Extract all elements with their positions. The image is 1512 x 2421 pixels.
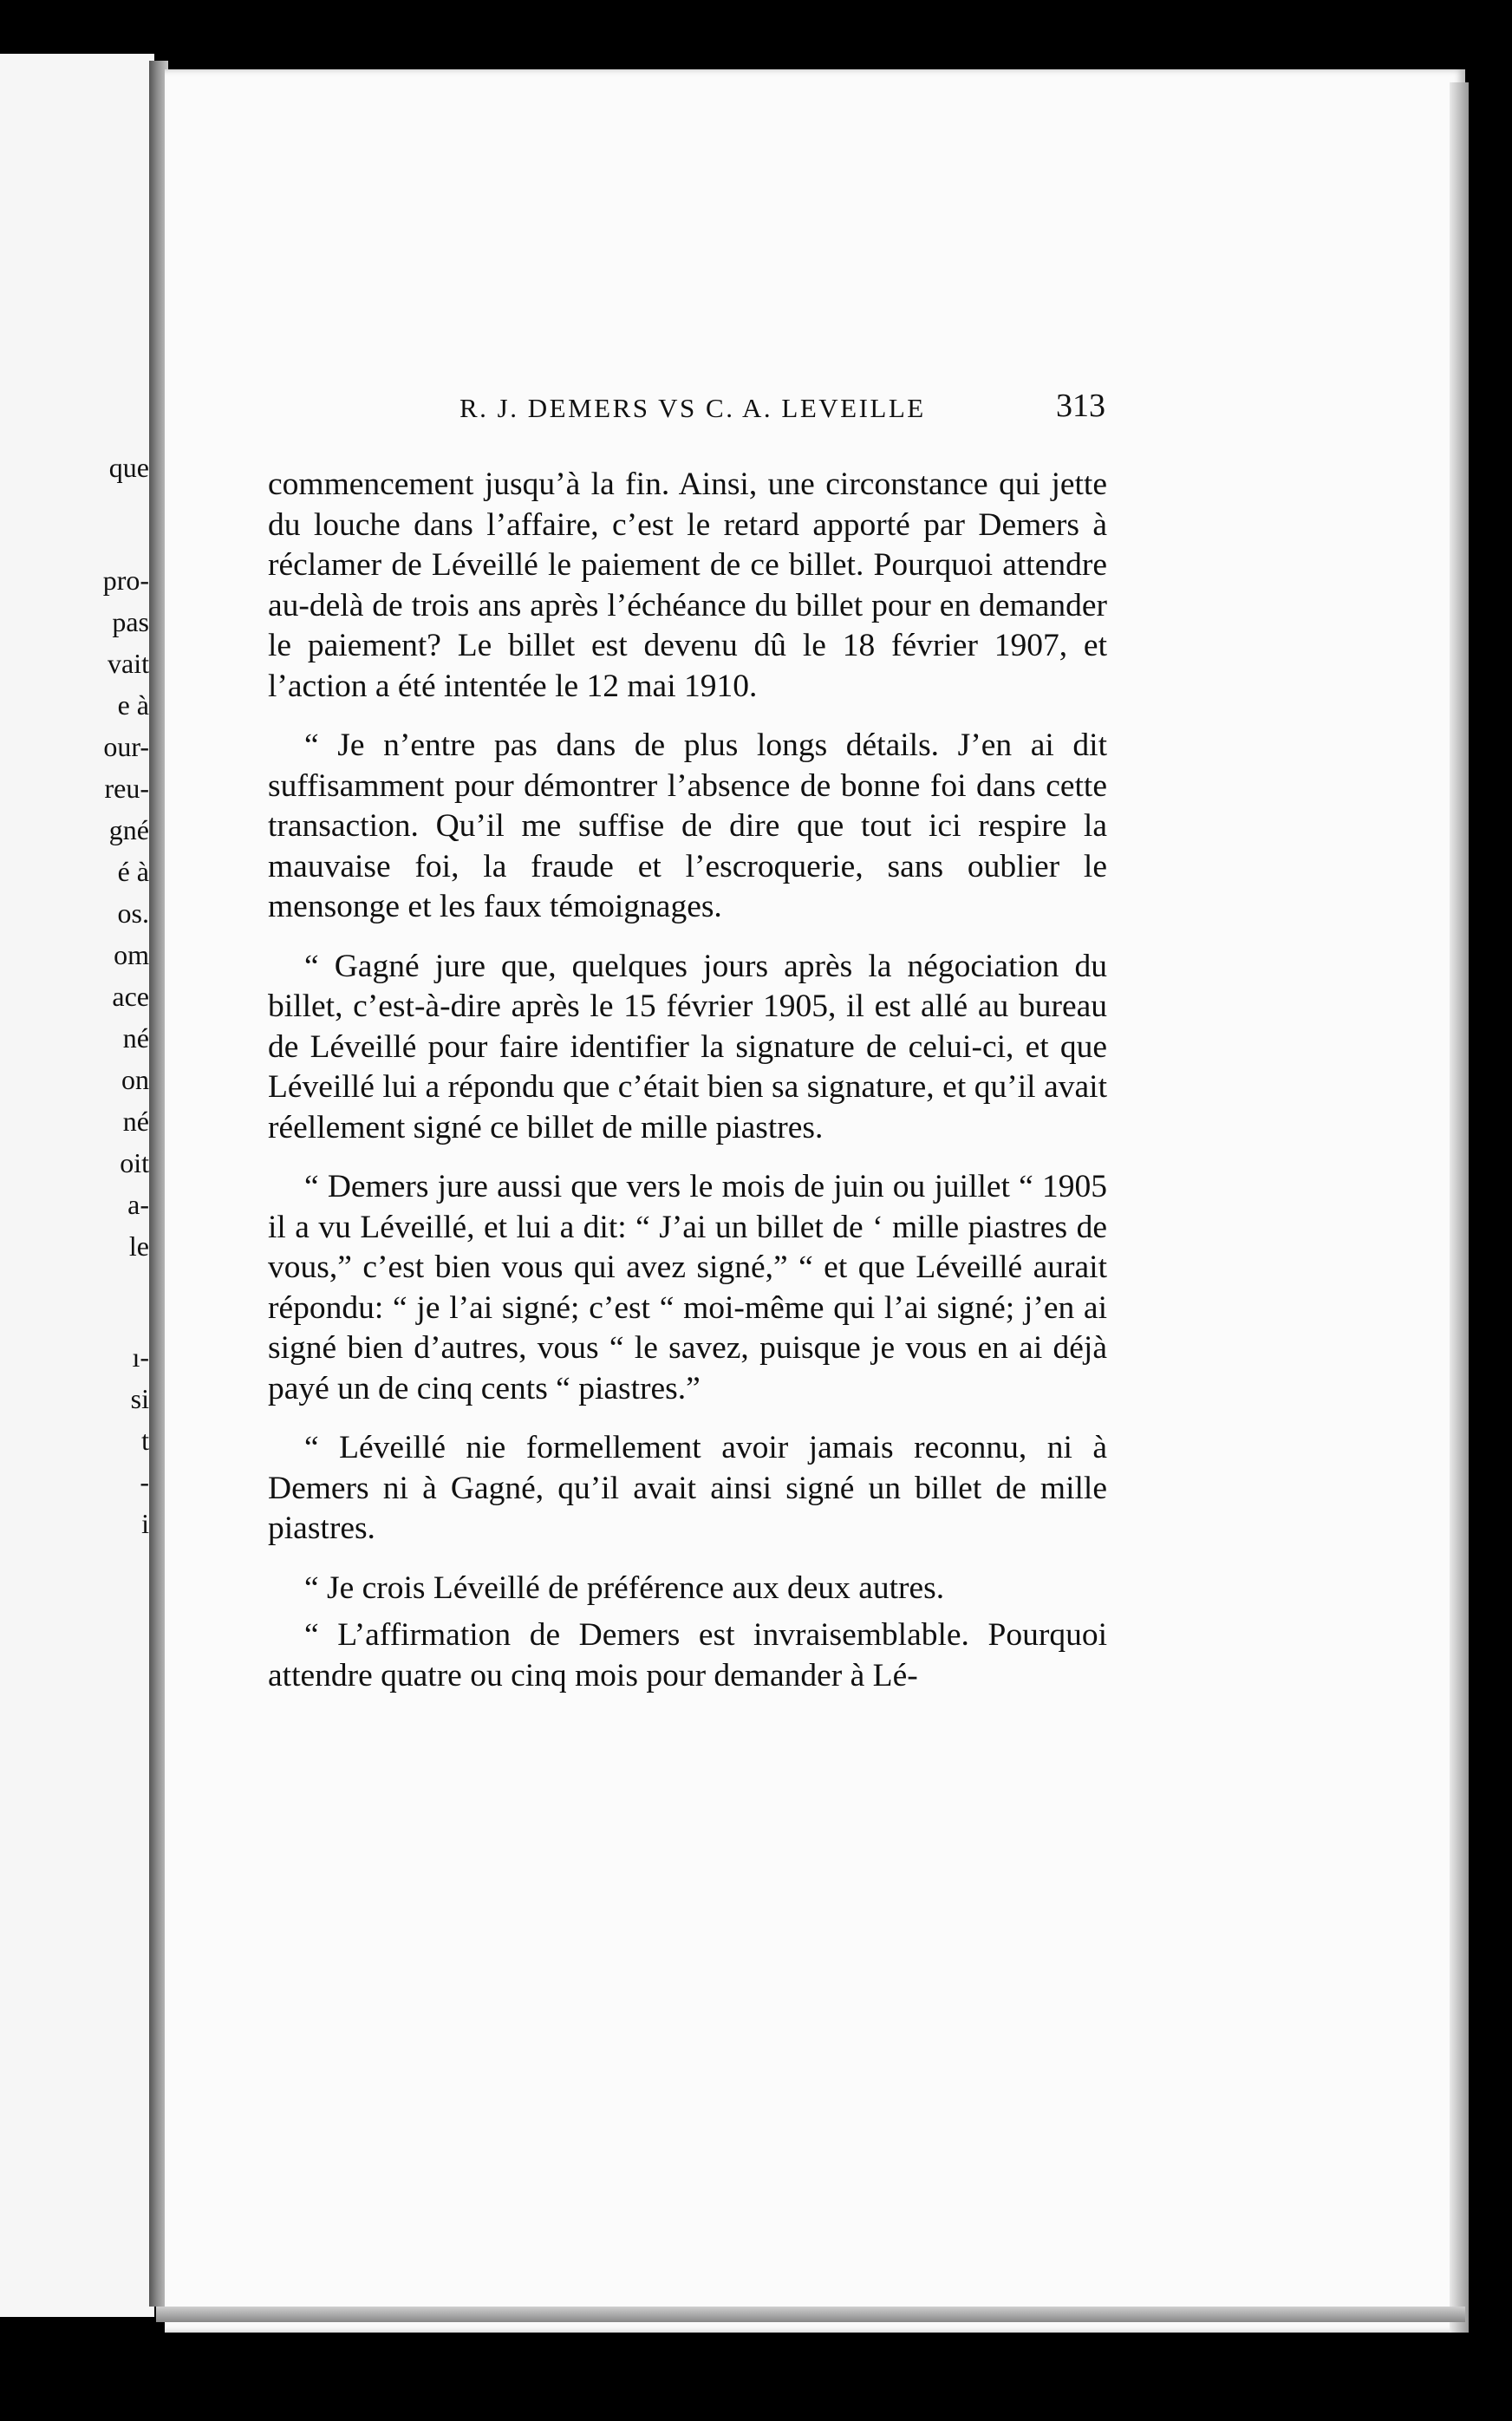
margin-fragment: gné: [108, 814, 149, 845]
margin-fragment: le: [128, 1230, 149, 1262]
margin-fragment: a-: [127, 1189, 149, 1220]
paragraph: “ Léveillé nie formellement avoir jamais reconnu, ni à Demers ni à Gagné, qu’il avait ainsi signé un billet de mille piastres.: [268, 1430, 1107, 1546]
paragraph: commencement jusqu’à la fin. Ainsi, une circonstance qui jette du louche dans l’affaire, c’est le retard apporté par Demers à réclamer de Léveillé le paiement de ce billet. Pourquoi attendre au-delà de trois ans après l’échéance du billet pour en demander le paiement? Le billet est devenu dû le 18 février 1907, et l’action a été intentée le 12 mai 1910.: [268, 467, 1107, 704]
page-edge-shadow: [1450, 82, 1469, 2333]
margin-fragment: pro-: [102, 564, 149, 596]
paragraph: “ L’affirmation de Demers est invraisemblable. Pourquoi attendre quatre ou cinq mois pour demander à Lé-: [268, 1617, 1107, 1693]
paragraph: “ Gagné jure que, quelques jours après la négociation du billet, c’est-à-dire après le 15 février 1905, il est allé au bureau de Léveillé pour faire identifier la signature de celui-ci, et que Léveillé lui a répondu que c’était bien sa signature, et qu’il avait réellement signé ce billet de mille piastres.: [268, 948, 1107, 1145]
margin-fragment: our-: [103, 731, 149, 762]
margin-fragment: é à: [117, 856, 149, 887]
margin-fragment: reu-: [104, 773, 149, 804]
margin-fragment: os.: [117, 897, 149, 929]
body-text: [268, 465, 1107, 1696]
page-number: 313: [1056, 388, 1105, 424]
margin-fragment: que: [108, 452, 149, 483]
margin-fragment: vait: [108, 648, 149, 679]
margin-fragment: ace: [112, 981, 149, 1012]
margin-fragment: t: [141, 1425, 149, 1456]
margin-fragment: oit: [120, 1147, 149, 1178]
margin-fragment: -: [140, 1466, 149, 1498]
margin-fragment: si: [130, 1383, 149, 1414]
paragraph: “ Je crois Léveillé de préférence aux deux autres.: [304, 1569, 945, 1606]
paragraph: “ Demers jure aussi que vers le mois de juin ou juillet “ 1905 il a vu Léveillé, et lui a dit: “ J’ai un billet de ‘ mille piastres de vous,” c’est bien vous qui avez signé,” “ et que Léveillé aurait répondu: “ je l’ai signé; c’est “ moi-même qui l’ai signé; j’en ai signé bien d’autres, vous “ le savez, puisque je vous en ai déjà payé un de cinq cents “ piastres.”: [268, 1169, 1107, 1406]
margin-fragment: on: [121, 1064, 149, 1095]
margin-fragment: né: [122, 1022, 149, 1054]
margin-fragment: né: [122, 1106, 149, 1137]
running-head: R. J. DEMERS VS C. A. LEVEILLE: [459, 393, 926, 423]
margin-fragment: e à: [117, 689, 149, 721]
margin-fragment: i: [141, 1508, 149, 1539]
margin-fragment: ı-: [132, 1341, 149, 1373]
margin-fragment: om: [114, 939, 149, 970]
margin-fragment: pas: [112, 606, 149, 637]
page-bottom-shadow: [156, 2307, 1465, 2322]
paragraph: “ Je n’entre pas dans de plus longs détails. J’en ai dit suffisamment pour démontrer l’absence de bonne foi dans cette transaction. Qu’il me suffise de dire que tout ici respire la mauvaise foi, la fraude et l’escroquerie, sans oublier le mensonge et les faux témoignages.: [268, 728, 1107, 924]
facing-page-fragment: [0, 54, 154, 2317]
